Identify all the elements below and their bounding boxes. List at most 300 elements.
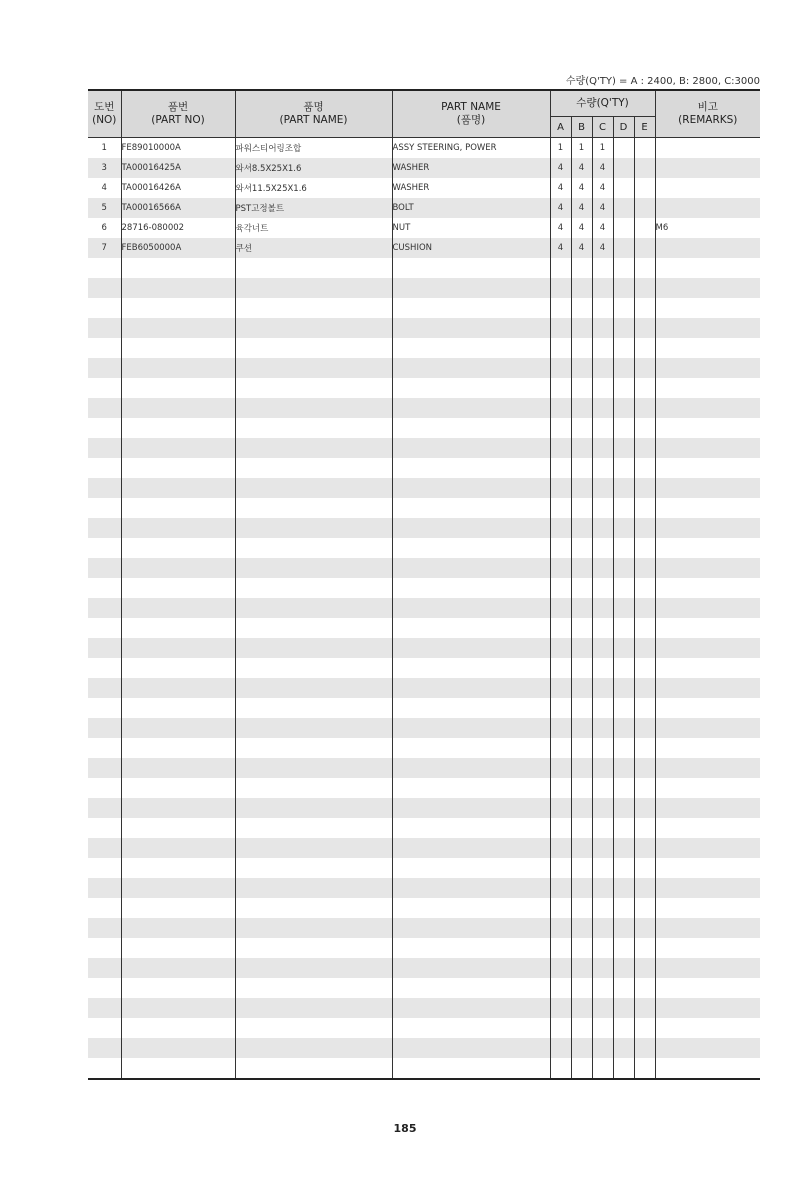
cell-a [550,878,571,898]
cell-d [613,418,634,438]
cell-e [634,578,655,598]
cell-b [571,798,592,818]
cell-d [613,398,634,418]
cell-c [592,1018,613,1038]
cell-part-no [121,838,235,858]
cell-part-no [121,1018,235,1038]
cell-remarks [655,858,760,878]
cell-b [571,338,592,358]
cell-part-no: FEB6050000A [121,238,235,258]
cell-d [613,758,634,778]
cell-remarks [655,698,760,718]
cell-c [592,298,613,318]
cell-remarks [655,918,760,938]
cell-d [613,918,634,938]
cell-d [613,538,634,558]
cell-e [634,538,655,558]
cell-e [634,898,655,918]
cell-part-no [121,498,235,518]
cell-no [88,438,121,458]
cell-a [550,718,571,738]
cell-d [613,378,634,398]
cell-name-en [392,758,550,778]
cell-remarks [655,278,760,298]
table-row-empty [88,818,760,838]
header-remarks: 비고 (REMARKS) [655,90,760,138]
cell-name-kr [235,278,392,298]
cell-d [613,258,634,278]
cell-d [613,998,634,1018]
cell-b [571,958,592,978]
cell-no [88,398,121,418]
cell-a: 4 [550,238,571,258]
header-part-name-en: PART NAME (품명) [392,90,550,138]
cell-c [592,598,613,618]
cell-d [613,218,634,238]
cell-part-no [121,358,235,378]
cell-remarks [655,318,760,338]
cell-e [634,978,655,998]
cell-a [550,358,571,378]
cell-name-en [392,778,550,798]
cell-name-en [392,478,550,498]
cell-a [550,958,571,978]
cell-a [550,258,571,278]
cell-remarks [655,838,760,858]
cell-a [550,798,571,818]
table-row-empty [88,698,760,718]
cell-b [571,918,592,938]
cell-b [571,1038,592,1058]
header-qty-c: C [592,117,613,138]
cell-b: 4 [571,178,592,198]
cell-name-kr [235,978,392,998]
cell-name-en: WASHER [392,178,550,198]
cell-name-kr [235,338,392,358]
cell-name-kr [235,1038,392,1058]
cell-remarks [655,1038,760,1058]
cell-a [550,478,571,498]
cell-remarks [655,878,760,898]
cell-d [613,178,634,198]
cell-name-en [392,618,550,638]
cell-name-en [392,678,550,698]
cell-e [634,178,655,198]
cell-part-no [121,458,235,478]
cell-part-no [121,758,235,778]
cell-d [613,678,634,698]
cell-b [571,438,592,458]
cell-name-en [392,658,550,678]
cell-remarks [655,818,760,838]
cell-c [592,878,613,898]
cell-name-kr [235,558,392,578]
cell-name-kr [235,798,392,818]
table-row-empty [88,578,760,598]
cell-a [550,978,571,998]
cell-c: 4 [592,158,613,178]
cell-e [634,358,655,378]
cell-no [88,598,121,618]
cell-name-kr [235,638,392,658]
table-row [88,138,760,159]
cell-e [634,198,655,218]
cell-b [571,1058,592,1079]
cell-name-en [392,338,550,358]
cell-e [634,838,655,858]
cell-no [88,458,121,478]
cell-name-en [392,978,550,998]
cell-c [592,978,613,998]
cell-d [613,878,634,898]
cell-part-no [121,518,235,538]
cell-e [634,438,655,458]
cell-c [592,1058,613,1079]
cell-c [592,558,613,578]
cell-a [550,338,571,358]
cell-remarks [655,558,760,578]
cell-b [571,878,592,898]
cell-a [550,558,571,578]
cell-d [613,778,634,798]
cell-a [550,538,571,558]
cell-name-kr [235,678,392,698]
cell-name-kr [235,578,392,598]
cell-d [613,518,634,538]
cell-name-en [392,578,550,598]
cell-c [592,458,613,478]
cell-b [571,778,592,798]
cell-part-no [121,918,235,938]
table-row-empty [88,278,760,298]
cell-b: 4 [571,218,592,238]
cell-no [88,298,121,318]
cell-name-kr [235,918,392,938]
cell-no [88,958,121,978]
cell-a [550,518,571,538]
cell-b [571,578,592,598]
cell-no [88,478,121,498]
cell-remarks [655,498,760,518]
cell-b [571,658,592,678]
cell-no [88,1058,121,1079]
cell-remarks [655,358,760,378]
page-number: 185 [393,1122,417,1135]
cell-part-no: TA00016425A [121,158,235,178]
cell-name-kr [235,658,392,678]
cell-a [550,578,571,598]
cell-c [592,398,613,418]
cell-name-en [392,298,550,318]
cell-no [88,378,121,398]
cell-name-en [392,818,550,838]
cell-b: 4 [571,198,592,218]
cell-c [592,998,613,1018]
cell-no [88,878,121,898]
table-row-empty [88,638,760,658]
cell-b [571,978,592,998]
table-row-empty [88,418,760,438]
cell-e [634,378,655,398]
cell-name-kr: 와셔8.5X25X1.6 [235,158,392,178]
cell-c [592,498,613,518]
cell-b [571,818,592,838]
cell-d [613,278,634,298]
cell-e [634,878,655,898]
cell-b [571,538,592,558]
cell-b [571,758,592,778]
cell-c [592,958,613,978]
cell-name-kr [235,458,392,478]
cell-remarks [655,1058,760,1079]
cell-e [634,238,655,258]
cell-name-en [392,378,550,398]
table-row-empty [88,878,760,898]
cell-name-en [392,998,550,1018]
cell-d [613,138,634,159]
table-row-empty [88,938,760,958]
cell-name-en [392,258,550,278]
cell-no [88,898,121,918]
cell-remarks [655,198,760,218]
cell-name-kr: PST고정볼트 [235,198,392,218]
cell-no [88,418,121,438]
table-row-empty [88,718,760,738]
cell-a [550,658,571,678]
cell-remarks [655,778,760,798]
cell-remarks: M6 [655,218,760,238]
cell-d [613,718,634,738]
cell-b [571,998,592,1018]
cell-c: 4 [592,238,613,258]
cell-e [634,598,655,618]
cell-e [634,1018,655,1038]
cell-b [571,418,592,438]
cell-d [613,938,634,958]
cell-e [634,778,655,798]
cell-no [88,698,121,718]
table-row-empty [88,1058,760,1079]
cell-c [592,378,613,398]
cell-e [634,698,655,718]
table-row-empty [88,318,760,338]
cell-a [550,698,571,718]
cell-b [571,458,592,478]
cell-name-en [392,838,550,858]
cell-c [592,578,613,598]
cell-c [592,358,613,378]
cell-b [571,738,592,758]
cell-part-no [121,878,235,898]
cell-d [613,358,634,378]
cell-name-kr [235,378,392,398]
cell-e [634,158,655,178]
cell-name-kr [235,838,392,858]
cell-c [592,898,613,918]
table-row-empty [88,258,760,278]
cell-part-no [121,618,235,638]
cell-a [550,598,571,618]
cell-name-kr [235,478,392,498]
table-row-empty [88,478,760,498]
cell-c [592,258,613,278]
cell-a [550,318,571,338]
cell-c [592,418,613,438]
cell-c [592,938,613,958]
cell-part-no [121,898,235,918]
cell-name-en [392,798,550,818]
cell-name-kr [235,398,392,418]
table-row-empty [88,378,760,398]
cell-a [550,278,571,298]
cell-c [592,338,613,358]
cell-no [88,838,121,858]
table-row-empty [88,1018,760,1038]
cell-name-kr [235,598,392,618]
cell-b: 4 [571,158,592,178]
cell-part-no [121,698,235,718]
cell-d [613,438,634,458]
table-row-empty [88,618,760,638]
cell-a [550,1038,571,1058]
cell-c [592,838,613,858]
cell-c [592,858,613,878]
cell-name-kr [235,698,392,718]
cell-no: 4 [88,178,121,198]
cell-b [571,1018,592,1038]
cell-remarks [655,898,760,918]
cell-part-no [121,438,235,458]
table-row [88,218,760,238]
cell-d [613,318,634,338]
cell-b [571,678,592,698]
cell-remarks [655,238,760,258]
cell-name-kr [235,498,392,518]
cell-e [634,338,655,358]
cell-e [634,218,655,238]
cell-name-kr [235,998,392,1018]
cell-e [634,1038,655,1058]
cell-e [634,418,655,438]
cell-name-en [392,398,550,418]
cell-no [88,778,121,798]
cell-part-no [121,338,235,358]
cell-e [634,398,655,418]
cell-e [634,478,655,498]
header-no: 도번 (NO) [88,90,121,138]
cell-part-no [121,598,235,618]
cell-remarks [655,758,760,778]
cell-name-kr [235,718,392,738]
cell-b [571,858,592,878]
cell-no [88,678,121,698]
cell-name-en [392,498,550,518]
cell-name-kr [235,438,392,458]
cell-d [613,1058,634,1079]
cell-name-kr [235,418,392,438]
cell-no: 5 [88,198,121,218]
table-row [88,198,760,218]
cell-remarks [655,338,760,358]
cell-no [88,738,121,758]
cell-no [88,498,121,518]
cell-d [613,858,634,878]
cell-remarks [655,718,760,738]
cell-remarks [655,738,760,758]
header-qty: 수량(Q'TY) [550,90,655,117]
cell-e [634,318,655,338]
cell-name-en: ASSY STEERING, POWER [392,138,550,159]
cell-no [88,518,121,538]
cell-e [634,818,655,838]
cell-c [592,538,613,558]
cell-remarks [655,1018,760,1038]
cell-name-kr [235,738,392,758]
cell-remarks [655,458,760,478]
cell-name-en: NUT [392,218,550,238]
cell-a [550,618,571,638]
cell-d [613,298,634,318]
parts-sheet [88,89,760,1093]
cell-a [550,378,571,398]
cell-name-en [392,418,550,438]
cell-part-no [121,858,235,878]
cell-e [634,758,655,778]
cell-b [571,398,592,418]
cell-part-no [121,378,235,398]
cell-c [592,518,613,538]
cell-d [613,198,634,218]
cell-name-kr [235,358,392,378]
cell-d [613,598,634,618]
cell-part-no [121,978,235,998]
cell-remarks [655,178,760,198]
cell-no [88,918,121,938]
cell-name-en [392,638,550,658]
table-row-empty [88,858,760,878]
cell-a [550,438,571,458]
header-qty-d: D [613,117,634,138]
cell-c [592,618,613,638]
cell-d [613,638,634,658]
cell-no [88,1018,121,1038]
cell-remarks [655,598,760,618]
table-row-empty [88,978,760,998]
cell-e [634,658,655,678]
cell-no [88,998,121,1018]
cell-part-no [121,478,235,498]
cell-part-no [121,638,235,658]
cell-name-en: CUSHION [392,238,550,258]
cell-remarks [655,518,760,538]
cell-name-en [392,1018,550,1038]
cell-name-en [392,518,550,538]
cell-b [571,718,592,738]
cell-name-en [392,438,550,458]
table-row-empty [88,498,760,518]
cell-c [592,638,613,658]
cell-remarks [655,958,760,978]
cell-d [613,898,634,918]
table-row [88,158,760,178]
cell-remarks [655,398,760,418]
cell-no [88,1038,121,1058]
cell-c [592,718,613,738]
cell-d [613,958,634,978]
cell-a [550,818,571,838]
cell-no [88,358,121,378]
table-row-empty [88,958,760,978]
